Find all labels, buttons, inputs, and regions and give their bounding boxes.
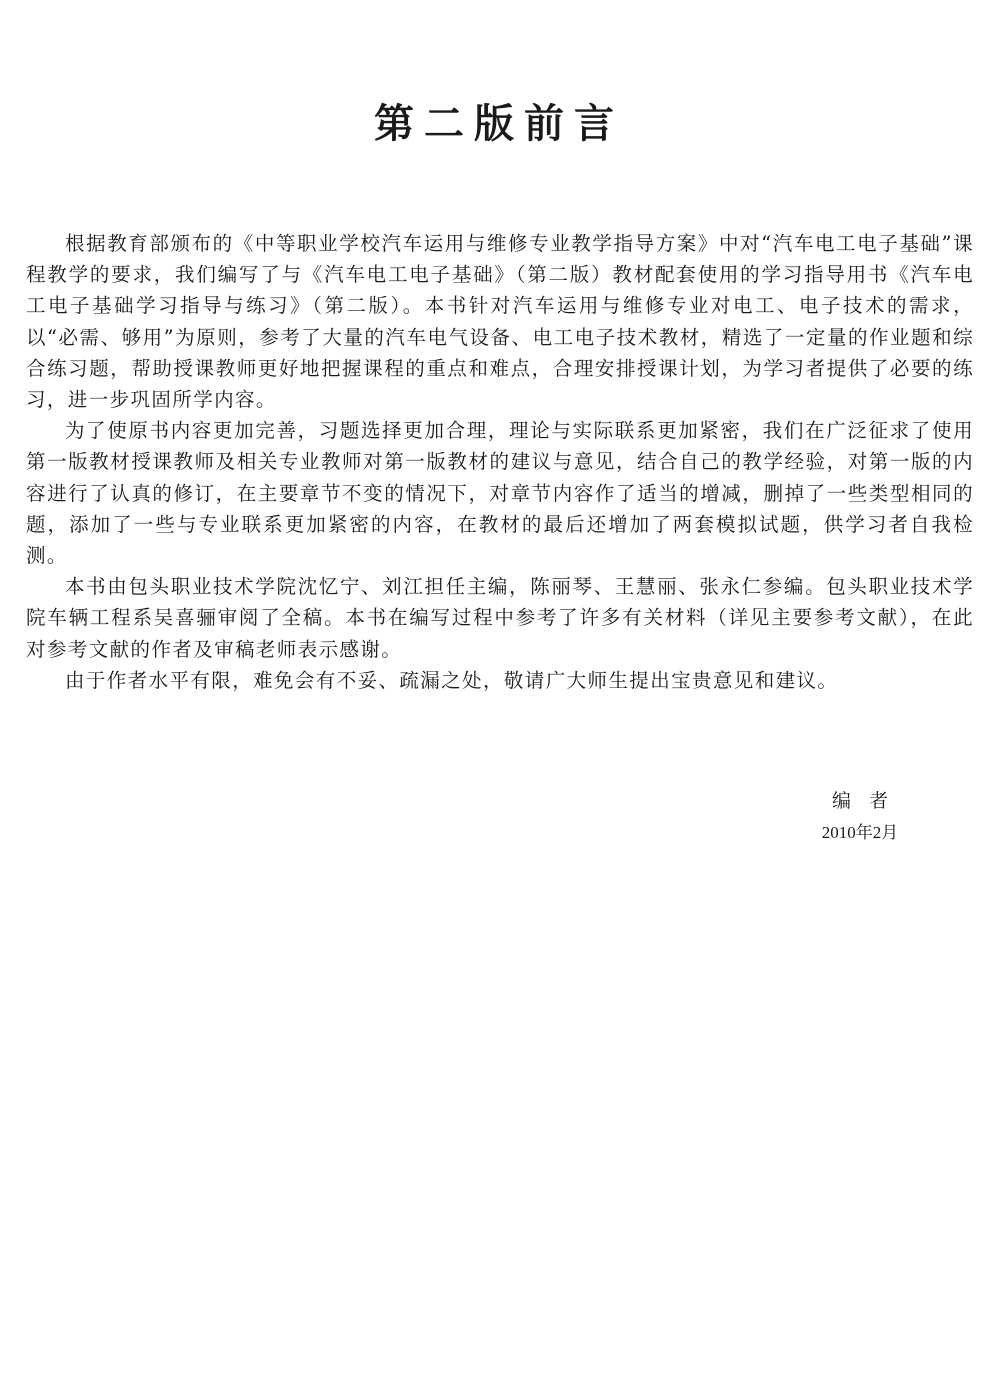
signature-block bbox=[780, 786, 940, 848]
paragraph-4: 由于作者水平有限，难免会有不妥、疏漏之处，敬请广大师生提出宝贵意见和建议。 bbox=[65, 668, 839, 692]
preface-body bbox=[26, 228, 974, 696]
page-title: 第二版前言 bbox=[374, 100, 624, 147]
signature-author: 编者 bbox=[831, 790, 906, 812]
paragraph-3: 本书由包头职业技术学院沈忆宁、刘江担任主编，陈丽琴、王慧丽、张永仁参编。包头职业技术学院车辆工程系吴喜骊审阅了全稿。本书在编写过程中参考了许多有关材料（详见主要参考文献），在此对参考文献的作者及审稿老师表示感谢。 bbox=[26, 575, 974, 661]
paragraph-1: 根据教育部颁布的《中等职业学校汽车运用与维修专业教学指导方案》中对“汽车电工电子基础”课程教学的要求，我们编写了与《汽车电工电子基础》（第二版）教材配套使用的学习指导用书《汽车电工电子基础学习指导与练习》（第二版）。本书针对汽车运用与维修专业对电工、电子技术的需求，以“必需、够用”为原则，参考了大量的汽车电气设备、电工电子技术教材，精选了一定量的作业题和综合练习题，帮助授课教师更好地把握课程的重点和难点，合理安排授课计划，为学习者提供了必要的练习，进一步巩固所学内容。 bbox=[26, 232, 974, 412]
paragraph-2: 为了使原书内容更加完善，习题选择更加合理，理论与实际联系更加紧密，我们在广泛征求了使用第一版教材授课教师及相关专业教师对第一版教材的建议与意见，结合自己的教学经验，对第一版的内容进行了认真的修订，在主要章节不变的情况下，对章节内容作了适当的增减，删掉了一些类型相同的题，添加了一些与专业联系更加紧密的内容，在教材的最后还增加了两套模拟试题，供学习者自我检测。 bbox=[26, 419, 974, 568]
signature-date: 2010年2月 bbox=[821, 823, 899, 842]
